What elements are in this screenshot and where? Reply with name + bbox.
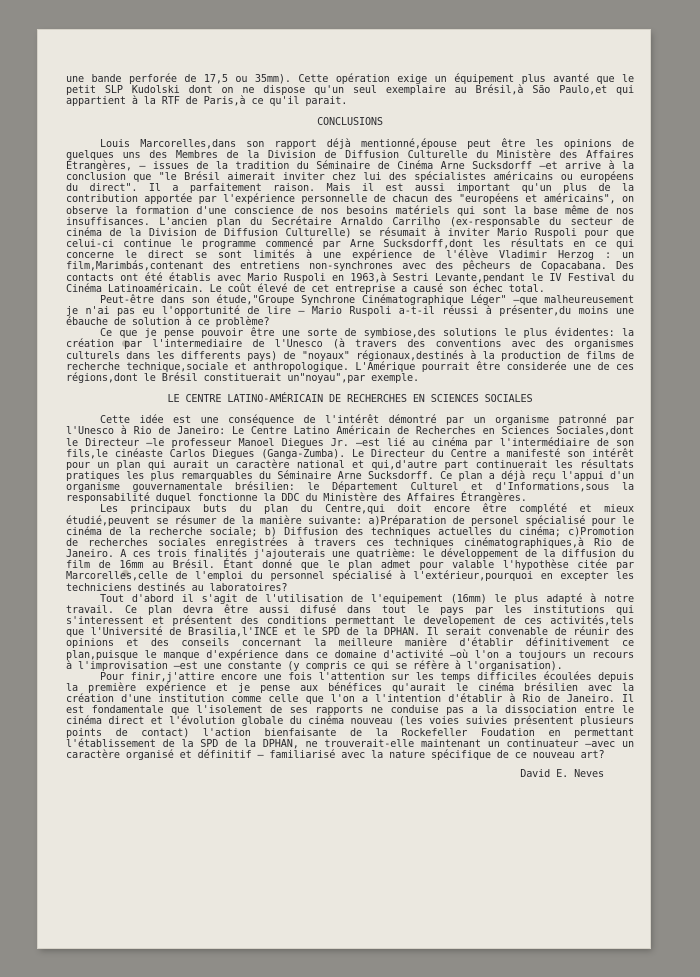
centre-paragraph-2: Les principaux buts du plan du Centre,qui doit encore être complété et mieux étudié,peuvent se résumer de la manière suivante: a)Préparation de personel spécialisé pour le cinéma de la recherche sociale; b) Diffusion des techniques actuelles du cinéma; c)Promotion de recherches sociales enregistrées à travers ces techniques cinématographiques,à Rio de Janeiro. A ces trois finalités j'ajouterais une quatrième: le développement de la diffusion du film de 16mm au Brésil. Étant donné que le plan admet pour valable l'hypothèse citée par Marcorelles,celle de l'emploi du personnel spécialisé à l'extérieur,pourquoi en excepter les techniciens destinés au laboratoires? (66, 504, 634, 594)
conclusions-heading: CONCLUSIONS (317, 117, 383, 129)
centre-heading: LE CENTRE LATINO-AMÉRICAIN DE RECHERCHES EN SCIENCES SOCIALES (167, 394, 533, 406)
centre-paragraph-3: Tout d'abord il s'agit de l'utilisation de l'equipement (16mm) le plus adapté à notre travail. Ce plan devra être aussi difusé dans tout le pays par les institutions qui s'interessent et présentent des conditions permettant le developement de ces activités,tels que l'Université de Brasilia,l'INCE et le SPD de la DPHAN. Il serait convenable de réunir des opinions et des conseils concernant la meilleure manière d'établir définitivement ce plan,puisque le manque d'expérience dans ce domaine d'activité —où l'on a toujours un recours à l'improvisation —est une constante (y compris ce qui se réfère à l'organisation). (66, 593, 634, 672)
centre-paragraph-4: Pour finir,j'attire encore une fois l'attention sur les temps difficiles écoulées depuis la première expérience et je pense aux bénéfices qu'aurait le cinéma brésilien avec la création d'une institution comme celle que l'on a l'intention d'établir à Rio de Janeiro. Il est fondamentale que l'isolement de ses rapports ne conduise pas a la dissociation entre le cinéma direct et l'évolution globale du cinéma nouveau (les voies suivies présentent plusieurs points de contact) l'action bienfaisante de la Rockefeller Foudation en permettant l'établissement de la SPD de la DPHAN, ne trouverait-elle maintenant un continuateur —avec un caractère organisé et définitif — familiarisé avec la nature spécifique de ce nouveau art? (66, 671, 634, 761)
document-page (38, 30, 650, 948)
typed-text (66, 74, 634, 780)
signature: David E. Neves (520, 769, 604, 781)
conclusions-paragraph-1: Louis Marcorelles,dans son rapport déjà mentionné,épouse peut être les opinions de quelques uns des Membres de la Division de Diffusion Culturelle du Ministère des Affaires Étrangères, — issues de la tradition du Séminaire de Cinéma Arne Sucksdorff —et arrive à la conclusion que "le Brésil aimerait inviter chez lui des spécialistes américains ou européens du direct". Il a parfaitement raison. Mais il est aussi important qu'un plus de la contribution apportée par l'expérience personnelle de chacun des "européens et américains", on observe la formation d'une conscience de nos besoins matériels qui sont la base même de nos insuffisances. L'ancien plan du Secrétaire Arnaldo Carrilho (ex-responsable du secteur de cinéma de la Division de Diffusion Culturelle) se résumait à inviter Mario Ruspoli pour que celui-ci continue le programme commencé par Arne Sucksdorff,dont les résultats en ce qui concerne le direct se sont limités à une expérience de l'élève Vladimir Herzog : un film,Marimbás,contenant des entretiens non-synchrones avec des pêcheurs de Copacabana. Des contacts ont été établis avec Mario Ruspoli en 1963,à Sestri Levante,pendant le IV Festival du Cinéma Latinoaméricain. Le coût élevé de cet entreprise a causé son échec total. (66, 138, 634, 295)
centre-paragraph-1: Cette idée est une conséquence de l'intérêt démontré par un organisme patronné par l'Unesco à Rio de Janeiro: Le Centre Latino Américain de Recherches en Sciences Sociales,dont le Directeur —le professeur Manoel Diegues Jr. —est lié au cinéma par l'intermédiaire de son fils,le cinéaste Carlos Diegues (Ganga-Zumba). Le Directeur du Centre a manifesté son intérêt pour un plan qui aurait un caractère national et qui,d'autre part continuerait les résultats pratiques les plus remarquables du Séminaire Arne Sucksdorff. Ce plan a déjà reçu l'appui d'un organisme gouvernamentale brésilien: le Département Culturel et d'Informations,sous la responsabilité duquel fonctionne la DDC du Ministère des Affaires Étrangères. (66, 415, 634, 505)
intro-paragraph: une bande perforée de 17,5 ou 35mm). Cette opération exige un équipement plus avanté que le petit SLP Kudolski dont on ne dispose qu'un seul exemplaire au Brésil,à São Paulo,et qui appartient à la RTF de Paris,à ce qu'il parait. (66, 74, 634, 108)
conclusions-paragraph-2: Peut-être dans son étude,"Groupe Synchrone Cinématographique Léger" —que malheureusement je n'ai pas eu l'opportunité de lire — Mario Ruspoli a-t-il réussi à présenter,du moins une ébauche de solution à ce problème? (66, 294, 634, 329)
conclusions-paragraph-3: Ce que je pense pouvoir être une sorte de symbiose,des solutions le plus évidentes: la création par l'intermediaire de l'Unesco (à travers des conventions avec des organismes culturels dans les differents pays) de "noyaux" régionaux,destinés à la production de films de recherche technique,sociale et anthropologique. L'Amérique pourrait être considerée une de ces régions,dont le Brésil constituerait un"noyau",par exemple. (66, 328, 634, 384)
